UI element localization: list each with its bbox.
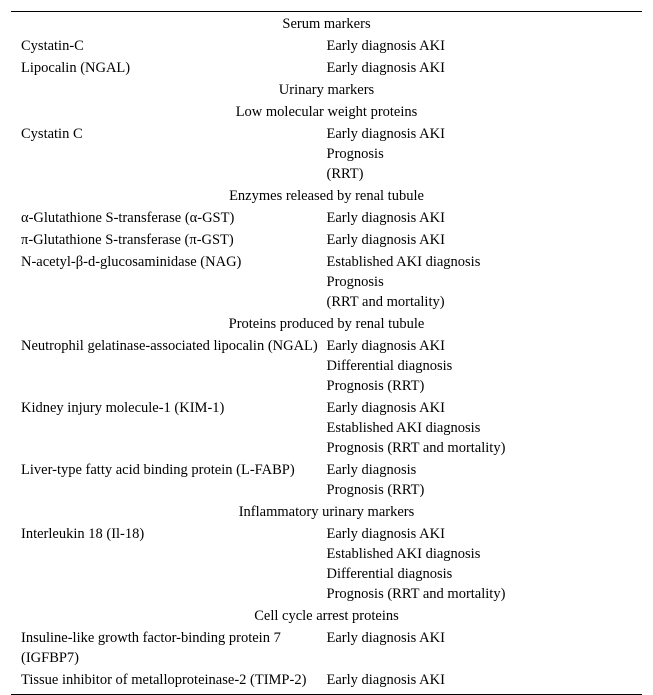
- usage-line: (RRT and mortality): [326, 294, 445, 310]
- section-title: Serum markers: [282, 16, 371, 32]
- table-row: [11, 459, 642, 501]
- section-title: Proteins produced by renal tubule: [228, 316, 425, 332]
- usage-line: Early diagnosis AKI: [326, 126, 445, 142]
- marker-name: Cystatin-C: [21, 38, 84, 54]
- usage-line: Early diagnosis AKI: [326, 60, 445, 76]
- section-header-row: [11, 313, 642, 335]
- clinical-usage: [327, 35, 643, 57]
- table-row: [11, 251, 642, 313]
- table-row: [11, 207, 642, 229]
- usage-line: Prognosis: [326, 274, 384, 290]
- usage-line: Early diagnosis AKI: [326, 672, 445, 688]
- usage-line: Prognosis (RRT and mortality): [326, 586, 506, 602]
- table-row: [11, 627, 642, 669]
- marker-name: Insuline-like growth factor-binding protein 7 (IGFBP7): [21, 630, 281, 666]
- section-title: Enzymes released by renal tubule: [229, 188, 424, 204]
- usage-line: Early diagnosis AKI: [326, 232, 445, 248]
- usage-line: Early diagnosis AKI: [326, 526, 445, 542]
- marker-name: π-Glutathione S-transferase (π-GST): [21, 232, 234, 248]
- clinical-usage: [327, 123, 643, 185]
- table-row: [11, 57, 642, 79]
- clinical-usage: [327, 669, 643, 695]
- clinical-usage: [327, 251, 643, 313]
- table-row: [11, 335, 642, 397]
- table-row: [11, 669, 642, 695]
- clinical-usage: [327, 207, 643, 229]
- clinical-usage: [327, 229, 643, 251]
- usage-line: Established AKI diagnosis: [326, 254, 481, 270]
- usage-line: (RRT): [326, 166, 364, 182]
- section-title: Inflammatory urinary markers: [238, 504, 415, 520]
- marker-name: Lipocalin (NGAL): [21, 60, 131, 76]
- marker-name: Neutrophil gelatinase-associated lipocalin (NGAL): [21, 338, 318, 354]
- clinical-usage: [327, 627, 643, 669]
- clinical-usage: [327, 397, 643, 459]
- usage-line: Prognosis: [326, 146, 384, 162]
- biomarker-table-container: [11, 11, 642, 695]
- usage-line: Established AKI diagnosis: [326, 546, 481, 562]
- clinical-usage: [327, 523, 643, 605]
- table-row: [11, 35, 642, 57]
- section-title: Urinary markers: [278, 82, 375, 98]
- section-header-row: [11, 501, 642, 523]
- usage-line: Early diagnosis: [326, 462, 417, 478]
- usage-line: Early diagnosis AKI: [326, 338, 445, 354]
- usage-line: Early diagnosis AKI: [326, 400, 445, 416]
- section-header-row: [11, 101, 642, 123]
- marker-name: Liver-type fatty acid binding protein (L-FABP): [21, 462, 295, 478]
- marker-name: Cystatin C: [21, 126, 83, 142]
- biomarker-table: [11, 11, 642, 695]
- clinical-usage: [327, 335, 643, 397]
- table-row: [11, 523, 642, 605]
- marker-name: Tissue inhibitor of metalloproteinase-2 (TIMP-2): [21, 672, 307, 688]
- clinical-usage: [327, 57, 643, 79]
- section-header-row: [11, 605, 642, 627]
- usage-line: Established AKI diagnosis: [326, 420, 481, 436]
- usage-line: Differential diagnosis: [326, 566, 453, 582]
- marker-name: Kidney injury molecule-1 (KIM-1): [21, 400, 225, 416]
- usage-line: Prognosis (RRT and mortality): [326, 440, 506, 456]
- usage-line: Prognosis (RRT): [326, 378, 425, 394]
- table-row: [11, 123, 642, 185]
- usage-line: Early diagnosis AKI: [326, 630, 445, 646]
- section-header-row: [11, 79, 642, 101]
- section-header-row: [11, 185, 642, 207]
- table-row: [11, 397, 642, 459]
- marker-name: α-Glutathione S-transferase (α-GST): [21, 210, 235, 226]
- marker-name: N-acetyl-β-d-glucosaminidase (NAG): [21, 254, 242, 270]
- table-row: [11, 229, 642, 251]
- biomarker-table-body: [11, 12, 642, 695]
- section-header-row: [11, 12, 642, 36]
- section-title: Low molecular weight proteins: [235, 104, 418, 120]
- marker-name: Interleukin 18 (Il-18): [21, 526, 145, 542]
- usage-line: Early diagnosis AKI: [326, 38, 445, 54]
- usage-line: Prognosis (RRT): [326, 482, 425, 498]
- usage-line: Differential diagnosis: [326, 358, 453, 374]
- clinical-usage: [327, 459, 643, 501]
- usage-line: Early diagnosis AKI: [326, 210, 445, 226]
- section-title: Cell cycle arrest proteins: [254, 608, 399, 624]
